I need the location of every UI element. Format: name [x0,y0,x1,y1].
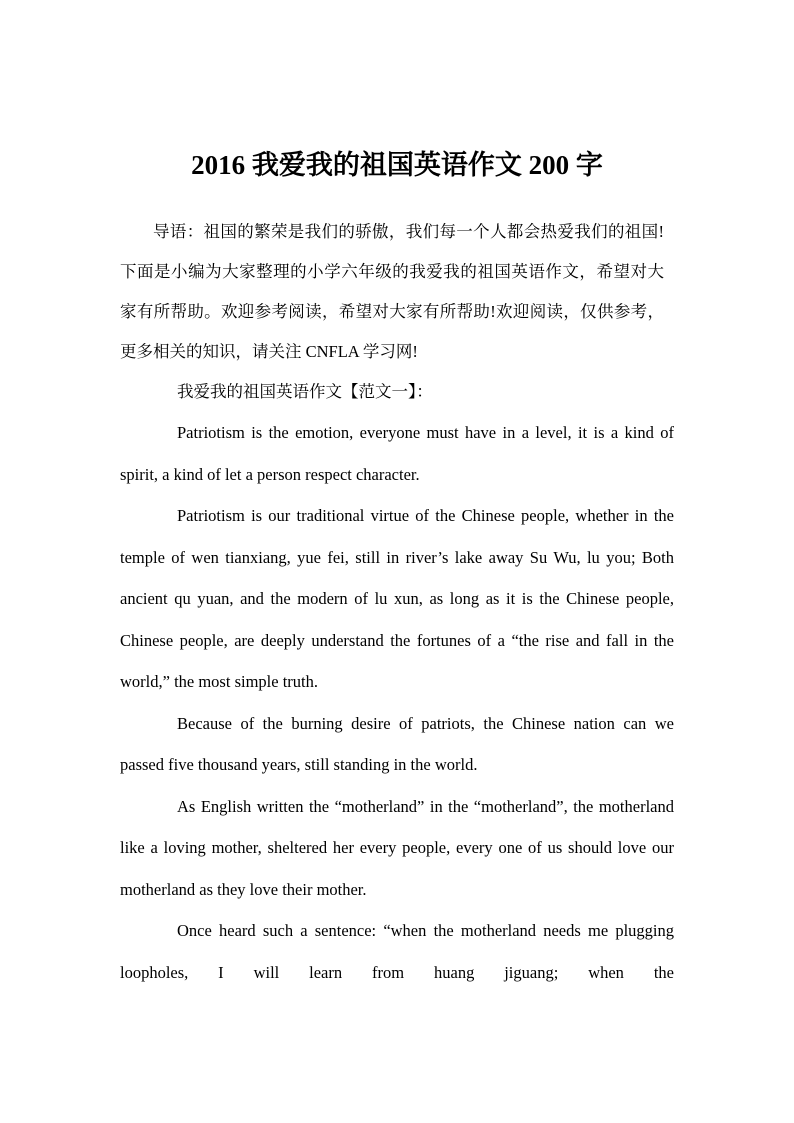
body-paragraph-4: As English written the “motherland” in the “motherland”, the motherland like a loving mother, sheltered her every people, every one of us should love our motherland as they love their mother. [120,796,674,899]
body-paragraph-2: Patriotism is our traditional virtue of the Chinese people, whether in the temple of wen tianxiang, yue fei, still in river’s lake away Su Wu, lu you; Both ancient qu yuan, and the modern of lu xun, as long as it is the Chinese people, Chinese people, are deeply understand the fortunes of a “the rise and fall in the world,” the most simple truth. [120,506,674,691]
body-paragraph-5: Once heard such a sentence: “when the motherland needs me plugging loopholes, I will learn from huang jiguang; when the [120,921,674,982]
document-body [120,212,674,993]
body-paragraph-1: Patriotism is the emotion, everyone must have in a level, it is a kind of spirit, a kind of let a person respect character. [120,423,674,484]
section-heading: 我爱我的祖国英语作文【范文一】： [177,382,433,401]
document-title: 2016 我爱我的祖国英语作文 200 字 [191,150,603,180]
body-paragraph-3: Because of the burning desire of patriots, the Chinese nation can we passed five thousand years, still standing in the world. [120,713,674,774]
intro-paragraph: 导语：祖国的繁荣是我们的骄傲，我们每一个人都会热爱我们的祖国!下面是小编为大家整理的小学六年级的我爱我的祖国英语作文，希望对大家有所帮助。欢迎参考阅读，希望对大家有所帮助!欢迎阅读，仅供参考，更多相关的知识，请关注 CNFLA 学习网! [120,222,664,361]
